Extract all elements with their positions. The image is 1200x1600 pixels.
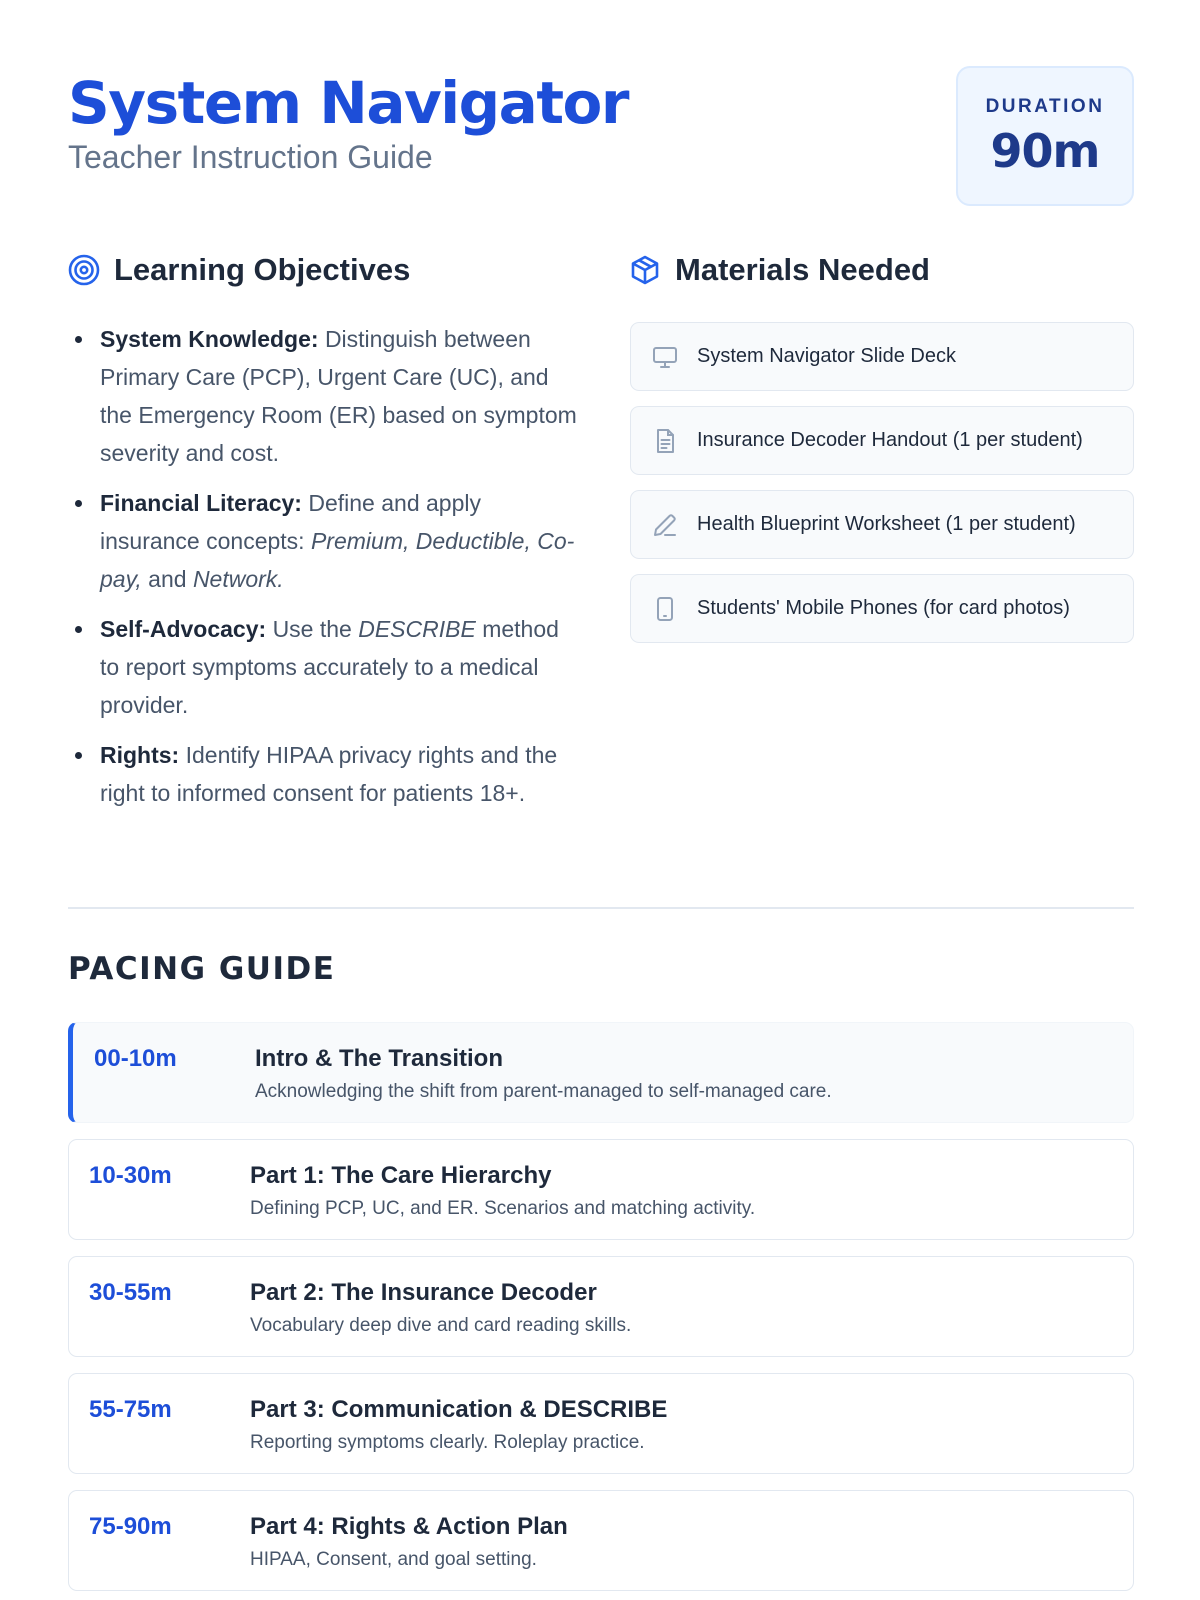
pacing-row [68,1490,1134,1591]
objective-text: Use the [272,616,352,642]
pacing-title: Part 4: Rights & Action Plan [250,1513,568,1540]
material-item [630,322,1134,391]
materials-needed-title: Materials Needed [675,252,930,287]
page-title: System Navigator [68,69,628,137]
pacing-time: 75-90m [89,1513,172,1540]
pacing-row [68,1022,1134,1123]
monitor-icon [651,343,679,371]
target-icon [68,254,100,286]
material-item [630,490,1134,559]
pacing-row [68,1139,1134,1240]
material-label: Health Blueprint Worksheet (1 per student) [697,513,1076,535]
pacing-description: HIPAA, Consent, and goal setting. [250,1549,537,1570]
objective-label: System Knowledge: [100,326,319,352]
pacing-title: Intro & The Transition [255,1045,504,1072]
pacing-list [68,1022,1134,1600]
pacing-guide-title: PACING GUIDE [68,951,336,987]
pacing-row [68,1373,1134,1474]
pencil-icon [651,511,679,539]
material-item [630,406,1134,475]
duration-badge [956,66,1134,206]
material-label: Insurance Decoder Handout (1 per student) [697,429,1083,451]
objective-text: Distinguish between Primary Care (PCP), Urgent Care (UC), and the Emergency Room (ER) based on symptom severity and cost. [100,326,577,466]
learning-objectives-heading [68,250,410,290]
material-item [630,574,1134,643]
pacing-description: Vocabulary deep dive and card reading skills. [250,1315,632,1336]
header [68,66,1134,206]
objective-term: Network. [192,566,284,592]
objective-label: Rights: [100,742,180,768]
pacing-title: Part 2: The Insurance Decoder [250,1279,597,1306]
duration-label: DURATION [985,96,1105,117]
pacing-description: Reporting symptoms clearly. Roleplay practice. [250,1432,645,1453]
objective-method: DESCRIBE [358,616,476,642]
objective-item [68,736,578,812]
smartphone-icon [651,595,679,623]
pacing-description: Acknowledging the shift from parent-managed to self-managed care. [255,1081,832,1102]
pacing-time: 30-55m [89,1279,172,1306]
section-divider [68,907,1134,909]
pacing-time: 00-10m [94,1045,177,1072]
page-subtitle: Teacher Instruction Guide [68,139,433,175]
objective-item [68,320,578,472]
objectives-list [68,320,578,824]
pacing-title: Part 1: The Care Hierarchy [250,1162,552,1189]
learning-objectives-title: Learning Objectives [114,252,411,287]
objective-text: Identify HIPAA privacy rights and the right to informed consent for patients 18+. [100,742,558,806]
pacing-time: 55-75m [89,1396,172,1423]
material-label: System Navigator Slide Deck [697,345,956,367]
objective-label: Financial Literacy: [100,490,302,516]
duration-value: 90m [990,124,1100,178]
document-icon [651,427,679,455]
objective-text: method to report symptoms accurately to a medical provider. [100,616,559,718]
pacing-title: Part 3: Communication & DESCRIBE [250,1396,668,1423]
pacing-row [68,1256,1134,1357]
material-label: Students' Mobile Phones (for card photos) [697,597,1070,619]
objective-item [68,610,578,724]
objective-text: and [148,566,187,592]
objective-item [68,484,578,598]
pacing-time: 10-30m [89,1162,172,1189]
package-icon [629,254,661,286]
instruction-guide-page [68,0,1134,1600]
objective-terms: Premium, Deductible, Co-pay, [100,528,575,592]
objective-text: Define and apply insurance concepts: [100,490,481,554]
materials-list [630,322,1134,658]
pacing-description: Defining PCP, UC, and ER. Scenarios and matching activity. [250,1198,756,1219]
materials-needed-heading [629,250,930,290]
objective-label: Self-Advocacy: [100,616,267,642]
